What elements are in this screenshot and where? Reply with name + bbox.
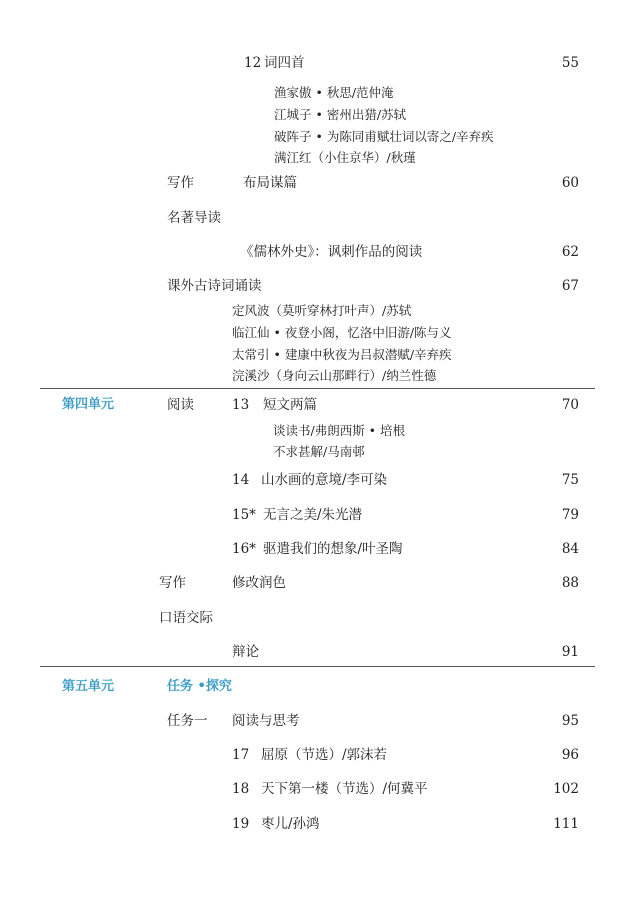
section-label-oral: 口语交际 <box>159 610 213 626</box>
lesson-number: 19 <box>232 816 250 832</box>
lesson-number: 17 <box>232 747 250 763</box>
page-number: 79 <box>561 507 579 523</box>
section-label-classics: 名著导读 <box>167 210 221 226</box>
page-number: 62 <box>561 244 579 260</box>
lesson-number: 15* <box>232 507 256 523</box>
page-number: 70 <box>561 397 579 413</box>
poem-item[interactable]: 满江红（小住京华）/秋瑾 <box>274 150 416 165</box>
poem-item[interactable]: 渔家傲 • 秋思/范仲淹 <box>274 85 394 100</box>
lesson-number: 18 <box>232 781 250 797</box>
lesson-title[interactable]: 短文两篇 <box>263 397 317 413</box>
section-label-ancient-poems: 课外古诗词诵读 <box>167 278 262 294</box>
lesson-title[interactable]: 驱遣我们的想象/叶圣陶 <box>263 541 403 557</box>
lesson-number: 12 <box>244 55 262 71</box>
poem-item[interactable]: 临江仙 • 夜登小阁，忆洛中旧游/陈与义 <box>232 325 452 340</box>
page-number: 67 <box>561 278 579 294</box>
page-number: 95 <box>561 713 579 729</box>
poem-item[interactable]: 定风波（莫听穿林打叶声）/苏轼 <box>232 303 412 318</box>
lesson-title[interactable]: 无言之美/朱光潜 <box>263 507 363 523</box>
section-label-writing: 写作 <box>159 575 186 591</box>
page-number: 91 <box>561 644 579 660</box>
page-number: 84 <box>561 541 579 557</box>
classics-title[interactable]: 《儒林外史》：讽刺作品的阅读 <box>240 244 423 260</box>
lesson-title[interactable]: 枣儿/孙鸿 <box>261 816 320 832</box>
writing-title[interactable]: 修改润色 <box>232 575 286 591</box>
poem-item[interactable]: 浣溪沙（身向云山那畔行）/纳兰性德 <box>232 368 437 383</box>
lesson-number: 14 <box>232 472 250 488</box>
task-title[interactable]: 阅读与思考 <box>232 713 300 729</box>
page-number: 75 <box>561 472 579 488</box>
unit-divider <box>40 666 595 667</box>
poem-item[interactable]: 破阵子 • 为陈同甫赋壮词以寄之/辛弃疾 <box>274 129 494 144</box>
essay-item[interactable]: 谈读书/弗朗西斯 • 培根 <box>273 423 406 438</box>
writing-title[interactable]: 布局谋篇 <box>243 175 297 191</box>
poem-item[interactable]: 太常引 • 建康中秋夜为吕叔潜赋/辛弃疾 <box>232 347 452 362</box>
unit-title: 第四单元 <box>62 397 115 412</box>
page-number: 60 <box>561 175 579 191</box>
lesson-title[interactable]: 天下第一楼（节选）/何冀平 <box>261 781 428 797</box>
lesson-title[interactable]: 山水画的意境/李可染 <box>261 472 388 488</box>
lesson-number: 16* <box>232 541 256 557</box>
page-number: 96 <box>561 747 579 763</box>
essay-item[interactable]: 不求甚解/马南邨 <box>273 444 365 459</box>
lesson-number: 13 <box>232 397 250 413</box>
page-number: 111 <box>553 816 579 832</box>
lesson-title[interactable]: 词四首 <box>264 55 305 71</box>
poem-item[interactable]: 江城子 • 密州出猎/苏轼 <box>274 107 407 122</box>
section-label-writing: 写作 <box>167 175 194 191</box>
page-number: 55 <box>561 55 579 71</box>
unit-title: 第五单元 <box>62 679 115 694</box>
unit-divider <box>40 388 595 389</box>
task-label: 任务一 <box>167 713 208 729</box>
page-number: 102 <box>553 781 579 797</box>
section-label-reading: 阅读 <box>167 397 194 413</box>
unit-theme: 任务 •探究 <box>167 679 232 694</box>
oral-title[interactable]: 辩论 <box>232 644 259 660</box>
lesson-title[interactable]: 屈原（节选）/郭沫若 <box>261 747 388 763</box>
page-number: 88 <box>561 575 579 591</box>
